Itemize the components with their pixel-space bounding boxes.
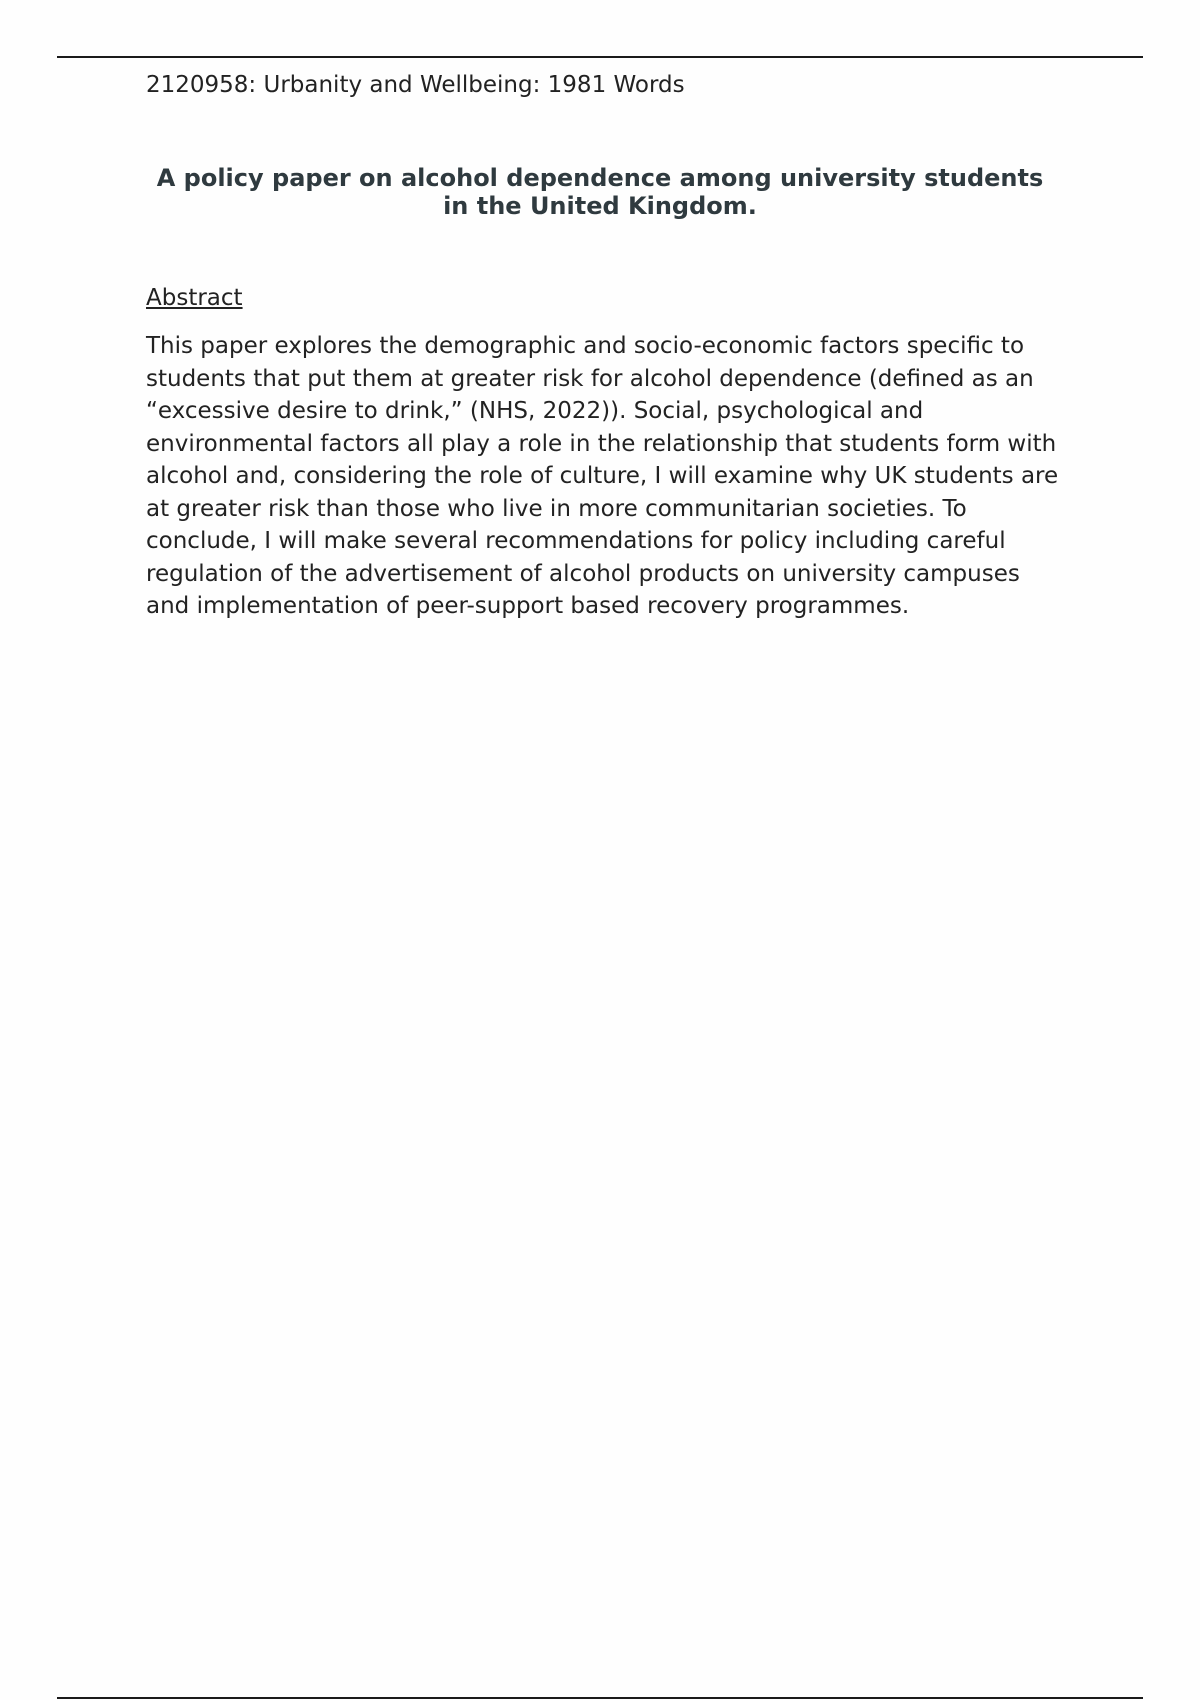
abstract-paragraph: This paper explores the demographic and socio-economic factors specific to students that put them at greater risk for alcohol dependence (defined as an “excessive desire to drink,” (NHS, 2022)). Social, psychological and environmental factors all play a role in the relationship that students form with alcohol and, considering the role of culture, I will examine why UK students are at greater risk than those who live in more communitarian societies. To conclude, I will make several recommendations for policy including careful regulation of the advertisement of alcohol products on university campuses and implementation of peer-support based recovery programmes. (146, 333, 1059, 619)
header-rule (57, 56, 1143, 58)
document-title: A policy paper on alcohol dependence among university students in the United Kingdom. (156, 164, 1044, 220)
abstract-heading: Abstract (146, 285, 243, 311)
document-header: 2120958: Urbanity and Wellbeing: 1981 Words (146, 72, 685, 98)
footer-rule (57, 1697, 1143, 1699)
